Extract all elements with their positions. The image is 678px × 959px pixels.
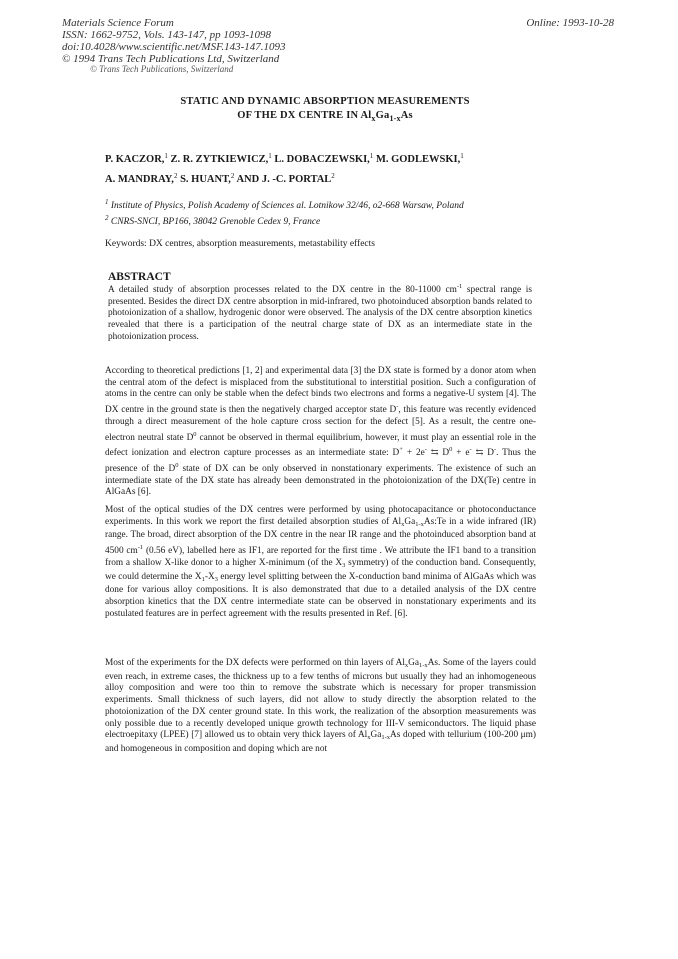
copyright-line: © 1994 Trans Tech Publications Ltd, Switzerland [62, 53, 280, 65]
doi-link[interactable]: doi:10.4028/www.scientific.net/MSF.143-147.1093 [62, 41, 286, 53]
keywords: Keywords: DX centres, absorption measurements, metastability effects [105, 239, 375, 249]
affiliations [105, 196, 545, 228]
affiliation-2: $^2$ CNRS-SNCI, BP166, 38042 Grenoble Cedex 9, France [105, 214, 321, 227]
journal-name: Materials Science Forum [62, 17, 174, 29]
title-line-2: OF THE DX CENTRE IN $Al_xGa_{1-x}As$ [237, 110, 413, 123]
journal-header [62, 17, 286, 65]
abstract-body: A detailed study of absorption processes related to the DX centre in the 80-11000 $cm^{-1}$ spectral range is presented. Besides the direct DX centre absorption in mid-infrared, two photoinduced absorption bands related to photoionization of a shallow, hydrogenic donor were observed. The analysis of the DX centre absorption kinetics revealed that there is a participation of the neutral charge state of DX as an intermediate state in the photoionization process. [108, 283, 532, 342]
body-paragraph-3: Most of the experiments for the DX defects were performed on thin layers of $Al_xGa_{1-x}As$. Some of the layers could even reach, in extreme cases, the thickness up to a few tenths of microns but usually they had an inhomogeneous alloy composition and were too thin to remove the substrate which is necessary for proper transmission experiments. Small thickness of such layers, did not allow to study directly the absorption related to the photoionization of the DX center ground state. In this work, the realization of the absorption measurements was only possible due to a recently developed unique growth technology for III-V semiconductors. The liquid phase electroepitaxy (LPEE) [7] allowed us to obtain very thick layers of $Al_xGa_{1-x}As$ doped with tellurium (100-200 μm) and homogeneous in composition and doping which are not [105, 658, 536, 754]
author-list [105, 148, 555, 188]
title-line-1: STATIC AND DYNAMIC ABSORPTION MEASUREMENTS [180, 96, 470, 107]
affiliation-1: $^1$ Institute of Physics, Polish Academy of Sciences al. Lotnikow 32/46, o2-668 Warsaw, Poland [105, 198, 464, 211]
abstract-heading: ABSTRACT [108, 271, 171, 283]
body-paragraph-2: Most of the optical studies of the DX centres were performed by using photocapacitance or photoconductance experiments. In this work we report the first detailed absorption studies of $Al_xGa_{1-x}As:Te$ in a wide infrared (IR) range. The broad, direct absorption of the DX centre in the near IR range and the photoinduced absorption band at 4500 $cm^{-1}$ (0.56 eV), labelled here as IF1, are reported for the first time . We attribute the IF1 band to a transition from a shallow X-like donor to a higher X-minimum (of the $X_3$ symmetry) of the conduction band. Consequently, we could determine the $X_1-X_3$ energy level splitting between the X-conduction band minima of AlGaAs which was done for various alloy compositions. It is also demonstrated that due to a detailed analysis of the DX centre absorption kinetics that the DX centre intermediate state can be observed in nonstationary experiments and its postulated features are in perfect agreement with the results presented in Ref. [6]. [105, 505, 536, 619]
paper-title [110, 95, 540, 126]
online-date: Online: 1993-10-28 [526, 17, 614, 29]
author-line-2: A. MANDRAY,$^2$ S. HUANT,$^2$ AND J. -C. PORTAL$^2$ [105, 172, 335, 185]
body-paragraph-1: According to theoretical predictions [1, 2] and experimental data [3] the DX state is formed by a donor atom when the central atom of the defect is misplaced from the substitutional to interstitial position. Such a configuration of atoms in the centre can only be stable when the defect binds two electrons and forms a negative-U system [4]. The DX centre in the ground state is then the negatively charged acceptor state D-, this feature was recently evidenced through a direct measurement of the hole capture cross section for the defect [5]. As a result, the centre one-electron neutral state $D^0$ cannot be observed in thermal equilibrium, however, it must play an essential role in the defect ionization and electron capture processes as an intermediate state: D+ + 2e- ⇆ $D^0 + e^-$ ⇆ D-. Thus the presence of the $D^0$ state of DX can be only observed in nonstationary experiments. The existence of such an intermediate state of the DX state has already been demonstrated in the photoionization of the DX(Te) centre in AlGaAs [6]. [105, 366, 536, 498]
cropped-publisher-line: © Trans Tech Publications, Switzerland [90, 64, 234, 74]
author-line-1: P. KACZOR,$^1$ Z. R. ZYTKIEWICZ,$^1$ L. DOBACZEWSKI,$^1$ M. GODLEWSKI,$^1$ [105, 152, 464, 165]
issn-line: ISSN: 1662-9752, Vols. 143-147, pp 1093-1098 [62, 29, 271, 41]
